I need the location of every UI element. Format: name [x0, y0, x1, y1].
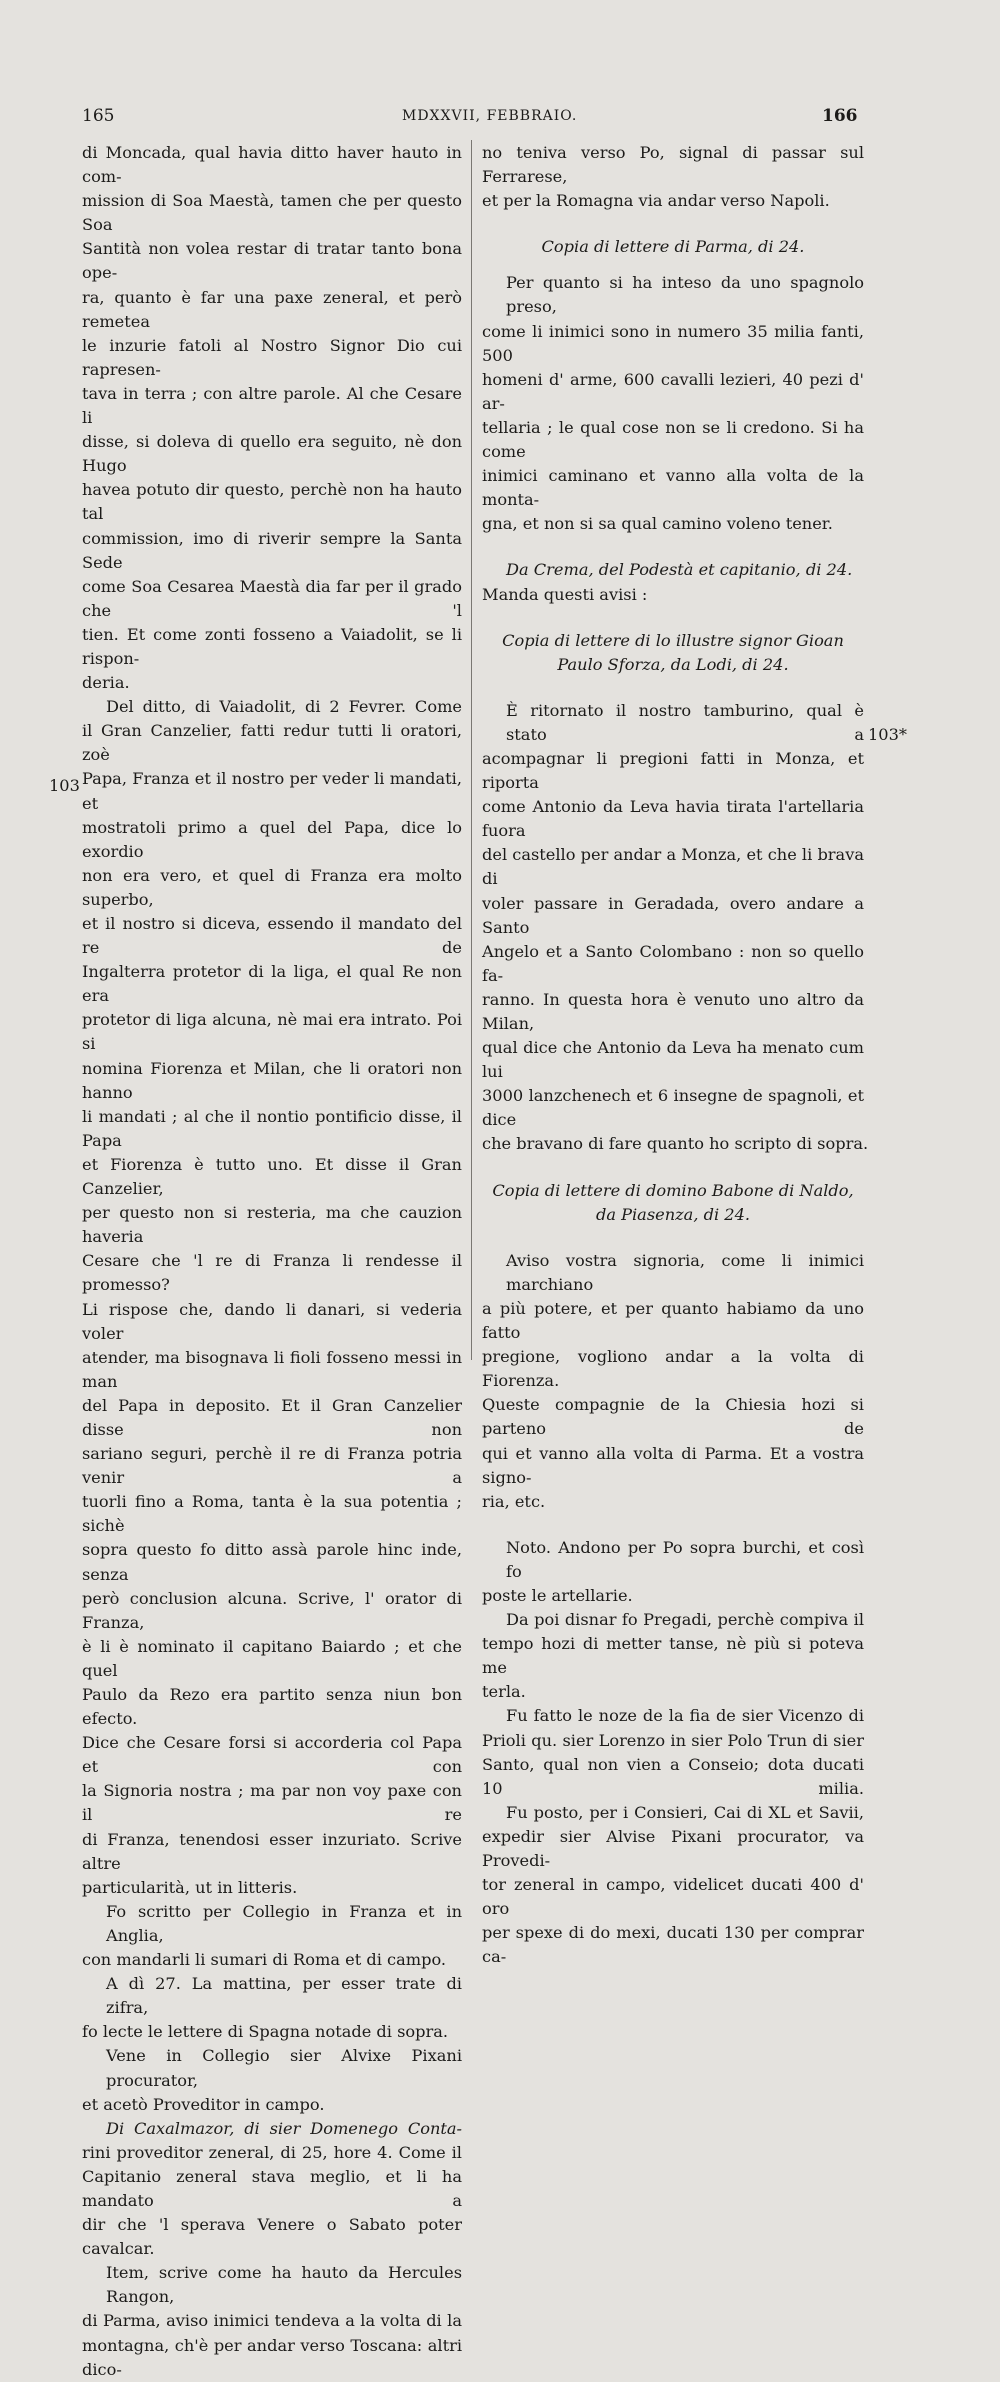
running-head: MDXXVII, FEBBRAIO. [402, 108, 578, 124]
text-line: Fo scritto per Collegio in Franza et in Anglia, [106, 1901, 462, 1945]
text-line: protetor di liga alcuna, nè mai era intrato. Poi si [82, 1010, 462, 1054]
text-line: fo lecte le lettere di Spagna notade di sopra. [82, 2022, 449, 2042]
text-line: nomina Fiorenza et Milan, che li oratori non hanno [82, 1058, 462, 1102]
text-line: qual dice che Antonio da Leva ha menato cum lui [482, 1038, 864, 1082]
text-line: gna, et non si sa qual camino voleno tener. [482, 514, 833, 534]
running-header [0, 104, 1000, 132]
margin-number-right: 103* [868, 725, 907, 744]
spacer [482, 536, 864, 558]
text-line: è li è nominato il capitano Baiardo ; et che quel [82, 1636, 462, 1680]
right-column [482, 141, 869, 1969]
text-line: havea potuto dir questo, perchè non ha hauto tal [82, 480, 462, 524]
text-line: Li rispose che, dando li danari, si vederia voler [82, 1299, 462, 1343]
text-line: per spexe di do mexi, ducati 130 per comprar ca- [482, 1923, 864, 1967]
text-line: tempo hozi di metter tanse, nè più si poteva me [482, 1634, 864, 1678]
text-line: Noto. Andono per Po sopra burchi, et così fo [506, 1537, 864, 1581]
spacer [482, 213, 864, 235]
text-line: commission, imo di riverir sempre la Santa Sede [82, 528, 462, 572]
text-line: Vene in Collegio sier Alvixe Pixani procurator, [106, 2046, 462, 2090]
text-line: tellaria ; le qual cose non se li credono. Si ha come [482, 417, 864, 462]
text-line: no teniva verso Po, signal di passar sul Ferrarese, [482, 143, 864, 187]
text-line: Paulo da Rezo era partito senza niun bon efecto. [82, 1685, 462, 1729]
text-line: li mandati ; al che il nontio pontificio disse, il Papa [82, 1106, 462, 1150]
text-line: di Franza, tenendosi esser inzuriato. Scrive altre [82, 1829, 462, 1873]
section-heading: Paulo Sforza, da Lodi, di 24. [557, 654, 789, 674]
text-line: poste le artellarie. [482, 1585, 633, 1605]
text-line: et per la Romagna via andar verso Napoli. [482, 191, 830, 211]
text-line: tor zeneral in campo, videlicet ducati 400 d' oro [482, 1875, 864, 1919]
text-line: montagna, ch'è per andar verso Toscana: altri dico- [82, 2335, 462, 2379]
text-line: Capitanio zeneral stava meglio, et li ha mandato a [82, 2166, 462, 2210]
text-line: Del ditto, di Vaiadolit, di 2 Fevrer. Come [106, 697, 462, 717]
text-line: con mandarli li sumari di Roma et di campo. [82, 1950, 447, 1970]
section-heading: Da Crema, del Podestà et capitanio, di 24. [506, 560, 853, 580]
text-line: dir che 'l sperava Venere o Sabato poter cavalcar. [82, 2215, 462, 2259]
spacer [482, 607, 864, 629]
section-heading: da Piasenza, di 24. [595, 1204, 751, 1224]
margin-number-left: 103 [49, 776, 80, 795]
text-line: inimici caminano et vanno alla volta de la monta- [482, 466, 864, 510]
text-line: terla. [482, 1682, 526, 1702]
text-line: Prioli qu. sier Lorenzo in sier Polo Trun di sier [482, 1730, 864, 1750]
text-line: però conclusion alcuna. Scrive, l' orator di Franza, [82, 1588, 462, 1632]
column-divider [471, 140, 472, 1360]
text-line: disse, si doleva di quello era seguito, nè don Hugo [82, 432, 462, 476]
text-line: Da poi disnar fo Pregadi, perchè compiva il [506, 1610, 864, 1630]
section-heading: Copia di lettere di domino Babone di Naldo, [492, 1180, 854, 1200]
text-line: come Antonio da Leva havia tirata l'artellaria fuora [482, 797, 864, 841]
text-line: voler passare in Geradada, overo andare a Santo [482, 893, 864, 937]
text-line: Per quanto si ha inteso da uno spagnolo preso, [506, 273, 864, 317]
text-line: sariano seguri, perchè il re di Franza potria venir a [82, 1444, 462, 1488]
text-line: mission di Soa Maestà, tamen che per questo Soa [82, 191, 462, 235]
text-line: Manda questi avisi : [482, 584, 648, 604]
text-line: acompagnar li pregioni fatti in Monza, et riporta [482, 748, 864, 793]
text-line: ria, etc. [482, 1491, 546, 1511]
text-line: come li inimici sono in numero 35 milia fanti, 500 [482, 321, 864, 365]
text-line: Queste compagnie de la Chiesia hozi si parteno de [482, 1395, 864, 1439]
section-heading: Copia di lettere di lo illustre signor Gioan [502, 630, 844, 650]
section-heading: Copia di lettere di Parma, di 24. [541, 237, 805, 257]
text-line: Aviso vostra signoria, come li inimici marchiano [506, 1250, 864, 1294]
text-line: tuorli fino a Roma, tanta è la sua potentia ; sichè [82, 1492, 462, 1536]
text-line: di Parma, aviso inimici tendeva a la volta di la [82, 2311, 462, 2331]
text-line: a più potere, et per quanto habiamo da uno fatto [482, 1298, 864, 1343]
left-column [82, 141, 462, 2382]
text-line: pregione, vogliono andar a la volta di Fiorenza. [482, 1347, 864, 1391]
text-line: Fu fatto le noze de la fia de sier Vicenzo di [506, 1706, 864, 1726]
text-line: Angelo et a Santo Colombano : non so quello fa- [482, 941, 864, 985]
spacer [482, 1157, 864, 1179]
text-line: Fu posto, per i Consieri, Cai di XL et Savii, [506, 1802, 864, 1822]
text-line: et il nostro si diceva, essendo il mandato del re de [82, 914, 462, 958]
text-line: la Signoria nostra ; ma par non voy paxe con il re [82, 1781, 462, 1825]
text-line: ranno. In questa hora è venuto uno altro da Milan, [482, 989, 864, 1033]
text-line: per questo non si resteria, ma che cauzion haveria [82, 1203, 462, 1247]
text-line: deria. [82, 673, 130, 693]
spacer [482, 1227, 864, 1249]
spacer [482, 1514, 864, 1536]
text-line: mostratoli primo a quel del Papa, dice lo exordio [82, 817, 462, 861]
text-line: expedir sier Alvise Pixani procurator, va Provedi- [482, 1826, 864, 1870]
text-line: Item, scrive come ha hauto da Hercules Rangon, [106, 2263, 462, 2307]
text-line: sopra questo fo ditto assà parole hinc inde, senza [82, 1540, 462, 1584]
text-line: Cesare che 'l re di Franza li rendesse il promesso? [82, 1251, 462, 1295]
text-line: ra, quanto è far una paxe zeneral, et però remetea [82, 287, 462, 331]
text-line: del Papa in deposito. Et il Gran Canzelier disse non [82, 1395, 462, 1439]
text-line: 3000 lanzchenech et 6 insegne de spagnoli, et dice [482, 1086, 864, 1130]
spacer [482, 677, 864, 699]
text-line: Dice che Cesare forsi si accorderia col Papa et con [82, 1733, 462, 1777]
text-line: come Soa Cesarea Maestà dia far per il grado che 'l [82, 576, 462, 620]
spacer [482, 259, 864, 271]
text-line: tien. Et come zonti fosseno a Vaiadolit, se li rispon- [82, 624, 462, 668]
text-line: di Moncada, qual havia ditto haver hauto in com- [82, 143, 462, 187]
text-line: tava in terra ; con altre parole. Al che Cesare li [82, 383, 462, 428]
text-line: A dì 27. La mattina, per esser trate di zifra, [106, 1974, 462, 2018]
page-number-left: 165 [82, 106, 115, 126]
text-line: Di Caxalmazor, di sier Domenego Conta- [106, 2118, 462, 2138]
text-line: il Gran Canzelier, fatti redur tutti li oratori, zoè [82, 721, 462, 765]
text-line: homeni d' arme, 600 cavalli lezieri, 40 pezi d' ar- [482, 369, 864, 413]
text-line: Ingalterra protetor di la liga, el qual Re non era [82, 962, 462, 1006]
text-line: particularità, ut in litteris. [82, 1877, 298, 1897]
text-line: Papa, Franza et il nostro per veder li mandati, et [82, 769, 462, 813]
page-number-right: 166 [822, 106, 858, 126]
text-line: che bravano di fare quanto ho scripto di sopra. [482, 1134, 869, 1154]
text-line: del castello per andar a Monza, et che li brava di [482, 845, 864, 889]
text-line: le inzurie fatoli al Nostro Signor Dio cui rapresen- [82, 335, 462, 379]
text-line: atender, ma bisognava li fioli fosseno messi in man [82, 1347, 462, 1391]
text-line: rini proveditor zeneral, di 25, hore 4. Come il [82, 2142, 462, 2162]
text-line: non era vero, et quel di Franza era molto superbo, [82, 865, 462, 909]
text-line: et Fiorenza è tutto uno. Et disse il Gran Canzelier, [82, 1154, 462, 1199]
text-line: Santità non volea restar di tratar tanto bona ope- [82, 239, 462, 283]
text-line: et acetò Proveditor in campo. [82, 2094, 325, 2114]
text-line: È ritornato il nostro tamburino, qual è stato a [506, 700, 864, 744]
text-line: qui et vanno alla volta di Parma. Et a vostra signo- [482, 1443, 864, 1487]
text-line: Santo, qual non vien a Conseio; dota ducati 10 milia. [482, 1754, 864, 1798]
